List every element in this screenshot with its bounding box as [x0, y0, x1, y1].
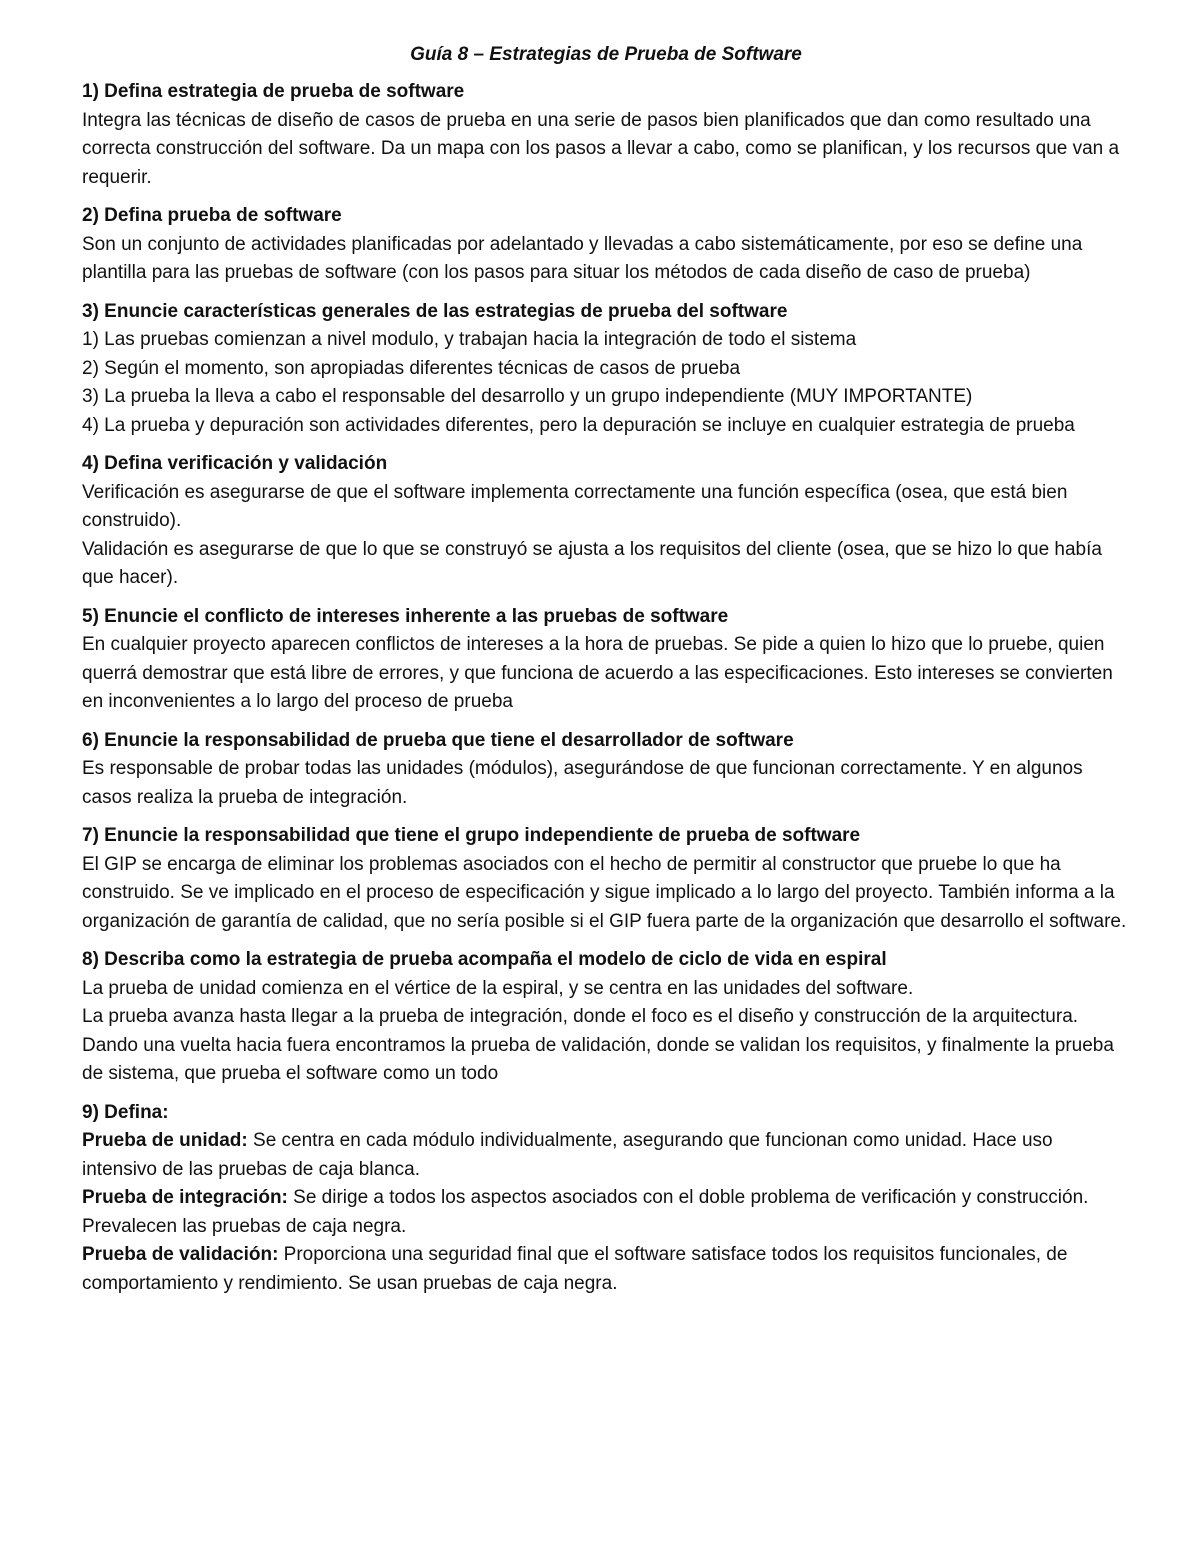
definition-term: Prueba de unidad:: [82, 1130, 248, 1151]
question-heading: 6) Enuncie la responsabilidad de prueba que tiene el desarrollador de software: [82, 729, 794, 751]
question-heading: 4) Defina verificación y validación: [82, 453, 388, 474]
definition-text: Se dirige a todos los aspectos asociados con el doble problema de verificación y construcción. Prevalecen las pruebas de caja negra.: [82, 1187, 1089, 1237]
question-heading: 5) Enuncie el conflicto de intereses inherente a las pruebas de software: [82, 605, 729, 627]
section-1: [82, 78, 1130, 192]
question-heading: 8) Describa como la estrategia de prueba acompaña el modelo de ciclo de vida en espiral: [82, 949, 887, 970]
answer-item: La prueba avanza hasta llegar a la prueba de integración, donde el foco es el diseño y construcción de la arquitectura.: [82, 1006, 1079, 1027]
definition-term: Prueba de integración:: [82, 1187, 288, 1208]
section-6: [82, 727, 1130, 813]
answer-text: Es responsable de probar todas las unidades (módulos), asegurándose de que funcionan correctamente. Y en algunos casos realiza la prueba de integración.: [82, 758, 1083, 808]
definition-integracion: [82, 1184, 1130, 1241]
definition-text: Proporciona una seguridad final que el software satisface todos los requisitos funcionales, de comportamiento y rendimiento. Se usan pruebas de caja negra.: [82, 1244, 1068, 1294]
question-heading: 9) Defina:: [82, 1101, 169, 1123]
section-4: [82, 450, 1130, 593]
definition-text: Se centra en cada módulo individualmente, asegurando que funcionan como unidad. Hace uso intensivo de las pruebas de caja blanca.: [82, 1130, 1053, 1180]
answer-item: 4) La prueba y depuración son actividades diferentes, pero la depuración se incluye en cualquier estrategia de prueba: [82, 414, 1075, 436]
question-heading: 3) Enuncie características generales de las estrategias de prueba del software: [82, 300, 788, 322]
answer-item: La prueba de unidad comienza en el vértice de la espiral, y se centra en las unidades del software.: [82, 977, 914, 999]
answer-item: Validación es asegurarse de que lo que se construyó se ajusta a los requisitos del cliente (osea, que se hizo lo que había que hacer).: [82, 538, 1102, 588]
question-heading: 2) Defina prueba de software: [82, 205, 342, 226]
question-heading: 7) Enuncie la responsabilidad que tiene el grupo independiente de prueba de software: [82, 825, 861, 846]
answer-item: 3) La prueba la lleva a cabo el responsable del desarrollo y un grupo independiente (MUY IMPORTANTE): [82, 386, 973, 407]
answer-text: Son un conjunto de actividades planificadas por adelantado y llevadas a cabo sistemáticamente, por eso se define una plantilla para las pruebas de software (con los pasos para situar los métodos de cada diseño de caso de prueba): [82, 233, 1083, 283]
section-7: [82, 822, 1130, 936]
answer-item: 1) Las pruebas comienzan a nivel modulo, y trabajan hacia la integración de todo el sistema: [82, 329, 857, 350]
answer-item: Dando una vuelta hacia fuera encontramos la prueba de validación, donde se validan los requisitos, y finalmente la prueba de sistema, que prueba el software como un todo: [82, 1034, 1114, 1084]
definition-validacion: [82, 1241, 1130, 1298]
section-2: [82, 202, 1130, 288]
definition-term: Prueba de validación:: [82, 1244, 279, 1265]
answer-text: El GIP se encarga de eliminar los problemas asociados con el hecho de permitir al constructor que pruebe lo que ha construido. Se ve implicado en el proceso de especificación y sigue implicado a lo largo del proyecto. También informa a la organización de garantía de calidad, que no sería posible si el GIP fuera parte de la organización que desarrollo el software.: [82, 853, 1127, 932]
answer-text: Integra las técnicas de diseño de casos de prueba en una serie de pasos bien planificados que dan como resultado una correcta construcción del software. Da un mapa con los pasos a llevar a cabo, como se planifican, y los recursos que van a requerir.: [82, 109, 1120, 188]
answer-item: Verificación es asegurarse de que el software implementa correctamente una función específica (osea, que está bien construido).: [82, 481, 1068, 531]
section-3: [82, 298, 1130, 441]
definition-unidad: [82, 1127, 1130, 1184]
section-5: [82, 603, 1130, 717]
section-8: [82, 946, 1130, 1089]
answer-text: En cualquier proyecto aparecen conflictos de intereses a la hora de pruebas. Se pide a quien lo hizo que lo pruebe, quien querrá demostrar que está libre de errores, y que funciona de acuerdo a las especificaciones. Esto intereses se convierten en inconvenientes a lo largo del proceso de prueba: [82, 634, 1113, 712]
document-title: Guía 8 – Estrategias de Prueba de Software: [410, 44, 802, 65]
question-heading: 1) Defina estrategia de prueba de software: [82, 81, 465, 102]
section-9: [82, 1099, 1130, 1299]
answer-item: 2) Según el momento, son apropiadas diferentes técnicas de casos de prueba: [82, 357, 741, 379]
